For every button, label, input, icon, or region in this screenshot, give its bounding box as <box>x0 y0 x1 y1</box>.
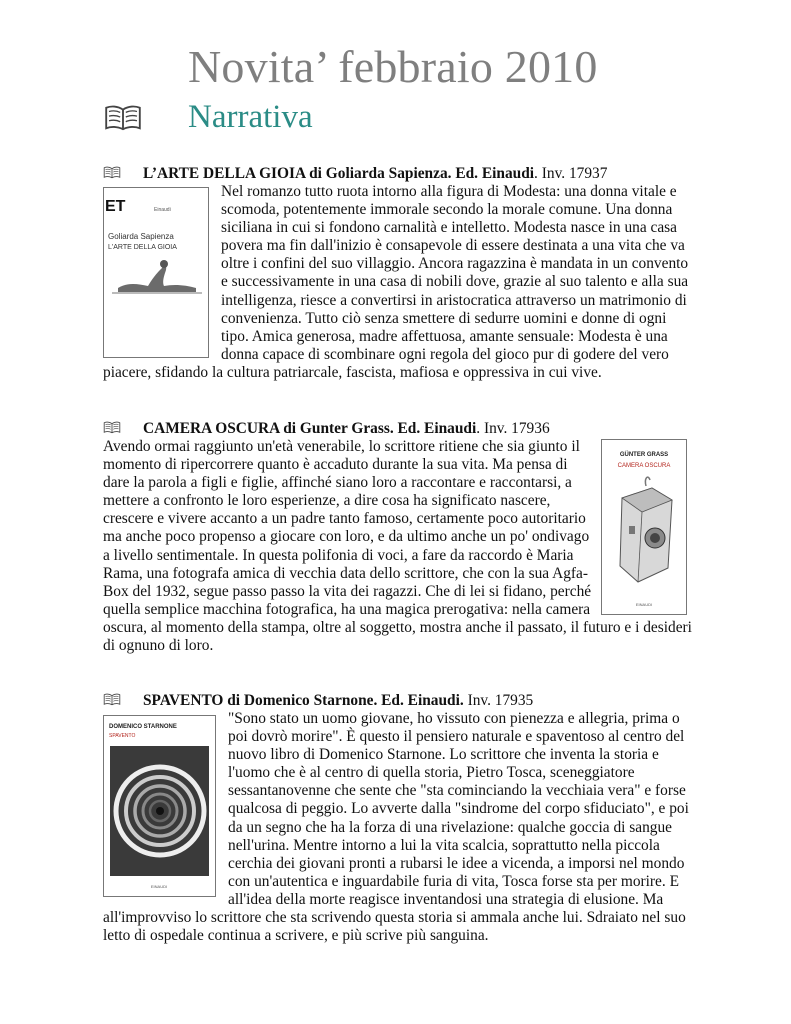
entry-description: Avendo ormai raggiunto un'età venerabile, lo scrittore ritiene che sia giunto il momento di ripercorrere quanto è accaduto durante la sua vita. Ma pensa di dare la parola a figli e figlie, affinché siano loro a raccontare e raccontarsi, a mettere a confronto le loro esperienze, a dire cosa ha significato nascere, crescere e vivere accanto a un padre tanto famoso, certamente poco autoritario ma anche poco propenso a giocare con loro, e da ultimo anche un po' ondivago a livello sentimentale. In questa polifonia di voci, a fare da raccordo è Maria Rama, una fotografa amica di vecchia data dello scrittore, che con la sua Agfa-Box del 1932, segue passo passo la vita dei ragazzi. Che di lei si fidano, perché quella semplice macchina fotografica, ha una magica prerogativa: nella camera oscura, al momento della stampa, oltre al soggetto, mostra anche il passato, il futuro e i desideri di ognuno di loro. <box>103 438 692 655</box>
inventory-number: Inv. 17935 <box>463 692 534 709</box>
page-title: Novita’ febbraio 2010 <box>188 41 598 92</box>
cover-author: Goliarda Sapienza <box>108 232 174 241</box>
book-cover <box>103 715 216 897</box>
book-icon <box>104 104 142 132</box>
book-icon <box>103 693 121 706</box>
inventory-number: . Inv. 17936 <box>476 420 550 437</box>
cover-publisher: EINAUDI <box>635 602 653 607</box>
entry-description: Nel romanzo tutto ruota intorno alla figura di Modesta: una donna vitale e scomoda, potentemente immorale secondo la morale comune. Una donna siciliana in cui si fondono carnalità e intelletto. Modesta nasce in una casa povera ma fin dall'inizio è consapevole di essere destinata a una vita che va oltre i confini del suo villaggio. Ancora ragazzina è mandata in un convento e successivamente in una casa di nobili dove, grazie al suo talento e alla sua intelligenza, riesce a convertirsi in aristocratica attraverso un matrimonio di convenienza. Tutto ciò senza smettere di sedurre uomini e donne di ogni tipo. Amica generosa, madre affettuosa, amante sensuale: Modesta è una donna capace di scombinare ogni regola del gioco pur di godere del vero piacere, sfidando la cultura patriarcale, fascista, mafiosa e oppressiva in cui vive. <box>103 183 689 381</box>
cover-publisher: Einaudi <box>154 207 171 213</box>
entry-title: SPAVENTO di Domenico Starnone. Ed. Einaudi. <box>143 692 464 709</box>
book-cover <box>103 187 209 358</box>
cover-title: CAMERA OSCURA <box>617 463 671 469</box>
cover-title: SPAVENTO <box>109 733 136 739</box>
entry-title: CAMERA OSCURA di Gunter Grass. Ed. Einaudi <box>143 420 477 437</box>
spiral-staircase-photo <box>110 746 209 876</box>
entry-heading <box>103 692 693 710</box>
cover-author: GÜNTER GRASS <box>619 452 669 458</box>
book-cover <box>601 439 687 615</box>
book-entry <box>103 165 693 382</box>
cover-title: L'ARTE DELLA GIOIA <box>108 244 177 251</box>
book-entry <box>103 420 693 655</box>
cover-author: DOMENICO STARNONE <box>109 724 177 730</box>
entry-heading <box>103 420 693 438</box>
book-entry <box>103 692 693 945</box>
entry-title: L’ARTE DELLA GIOIA di Goliarda Sapienza. Ed. Einaudi <box>143 165 535 182</box>
book-icon <box>103 421 121 434</box>
section-title: Narrativa <box>188 99 313 135</box>
entry-description: "Sono stato un uomo giovane, ho vissuto con pienezza e allegria, prima o poi dovrò morire". È questo il pensiero naturale e spaventoso al centro del nuovo libro di Domenico Starnone. Lo scrittore che inventa la storia e l'uomo che è al centro di quella storia, Pietro Tosca, sceneggiatore sessantanovenne che sente che "sta cominciando la vecchiaia vera" e forse qualcosa di peggio. Lo avverte dalla "sindrome del corpo sfiduciato", e poi da un segno che ha la forza di una rivelazione: qualche goccia di sangue nell'urina. Mentre intorno a lui la vita scalcia, soprattutto nella piccola cerchia dei giovani pronti a rubarsi le idee a vicenda, a imporsi nel mondo con un'autentica e inguardabile furia di vita, Tosca forse sta per morire. E all'idea della morte reagisce inventandosi una strategia di elusione. Ma all'improvviso lo scrittore che sta scrivendo questa storia si ammala anche lui. Sdraiato nel suo letto di ospedale continua a scrivere, e più scrive più sanguina. <box>103 710 689 945</box>
cover-publisher: EINAUDI <box>150 884 168 889</box>
publisher-mark: ET <box>105 198 126 215</box>
entry-heading <box>103 165 693 183</box>
book-icon <box>103 166 121 179</box>
inventory-number: . Inv. 17937 <box>534 165 608 182</box>
